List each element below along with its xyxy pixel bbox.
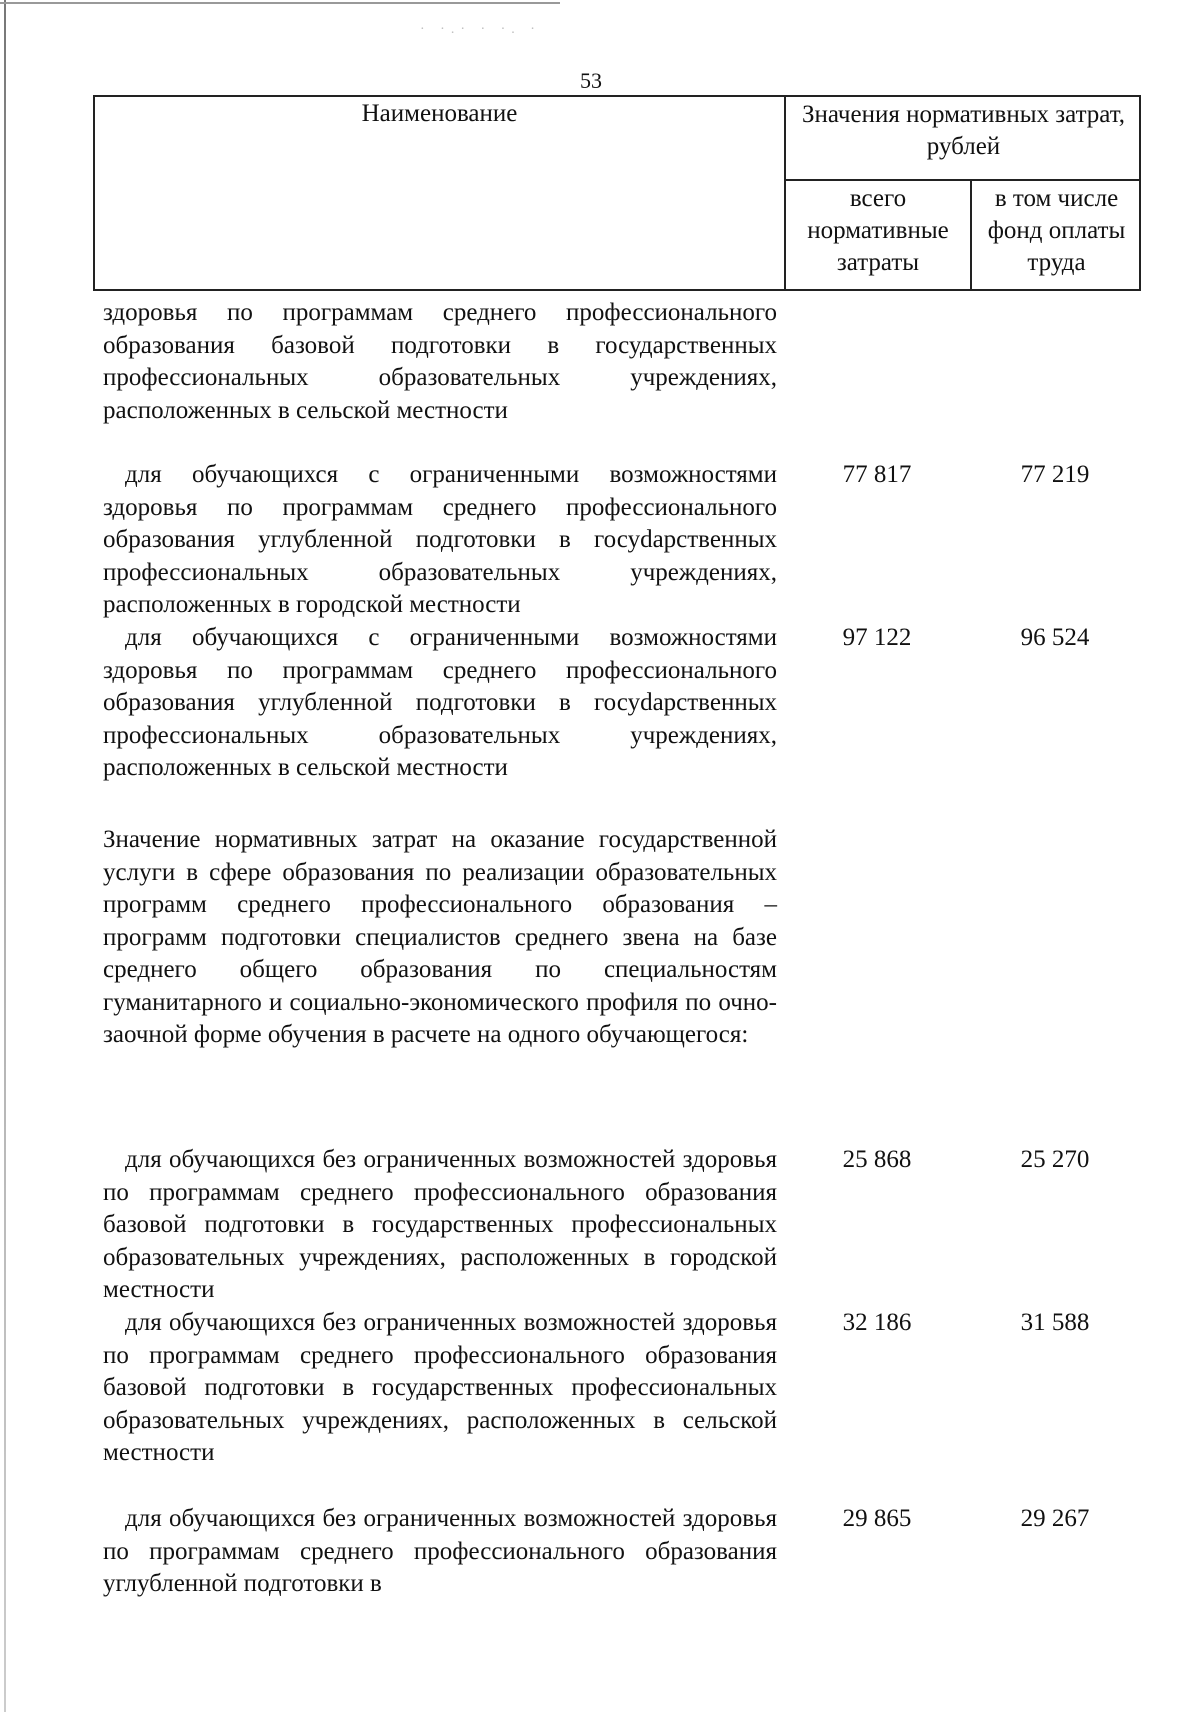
row-description: для обучающихся без ограниченных возможностей здоровья по программам среднего профессионального образования базовой подготовки в государственных профессиональных образовательных учреждениях, расположенных в сельской местности xyxy=(103,1309,777,1466)
column-header-wage-fund: в том числе фонд оплаты труда xyxy=(987,185,1126,276)
row-total: 32 186 xyxy=(842,1309,912,1336)
header-divider xyxy=(784,179,1141,181)
row-description: для обучающихся с ограниченными возможностями здоровья по программам среднего профессионального образования углубленной подготовки в госуdарственных профессиональных образовательных учреждениях, расположенных в городской местности xyxy=(103,461,777,618)
row-description: для обучающихся без ограниченных возможностей здоровья по программам среднего профессионального образования базовой подготовки в государственных профессиональных образовательных учреждениях, расположенных в городской местности xyxy=(103,1146,777,1303)
page-number: 53 xyxy=(580,68,602,93)
row-wage-fund: 77 219 xyxy=(1020,461,1090,488)
row-description: Значение нормативных затрат на оказание государственной услуги в сфере образования по реализации образовательных программ среднего профессионального образования – программ подготовки специалистов среднего звена на базе среднего общего образования по специальностям гуманитарного и социально-экономического профиля по очно-заочной форме обучения в расчете на одного обучающегося: xyxy=(103,826,777,1048)
row-description: здоровья по программам среднего профессионального образования базовой подготовки в государственных профессиональных образовательных учреждениях, расположенных в сельской местности xyxy=(103,299,777,424)
row-total: 77 817 xyxy=(842,461,912,488)
scan-edge-left xyxy=(4,0,6,1712)
row-wage-fund: 96 524 xyxy=(1020,624,1090,651)
row-description: для обучающихся без ограниченных возможностей здоровья по программам среднего профессионального образования углубленной подготовки в xyxy=(103,1505,777,1597)
scan-edge-top xyxy=(0,2,560,4)
row-wage-fund: 25 270 xyxy=(1020,1146,1090,1173)
row-description: для обучающихся с ограниченными возможностями здоровья по программам среднего профессионального образования углубленной подготовки в госуdарственных профессиональных образовательных учреждениях, расположенных в сельской местности xyxy=(103,624,777,781)
column-header-name: Наименование xyxy=(361,100,518,127)
row-wage-fund: 31 588 xyxy=(1020,1309,1090,1336)
table-header xyxy=(93,95,1141,291)
column-header-total: всего нормативные затраты xyxy=(807,185,949,276)
column-header-values: Значения нормативных затрат, рублей xyxy=(801,101,1126,160)
row-total: 29 865 xyxy=(842,1505,912,1532)
row-wage-fund: 29 267 xyxy=(1020,1505,1090,1532)
row-total: 25 868 xyxy=(842,1146,912,1173)
row-total: 97 122 xyxy=(842,624,912,651)
scan-noise: · ·.· · ·. · xyxy=(420,22,541,37)
